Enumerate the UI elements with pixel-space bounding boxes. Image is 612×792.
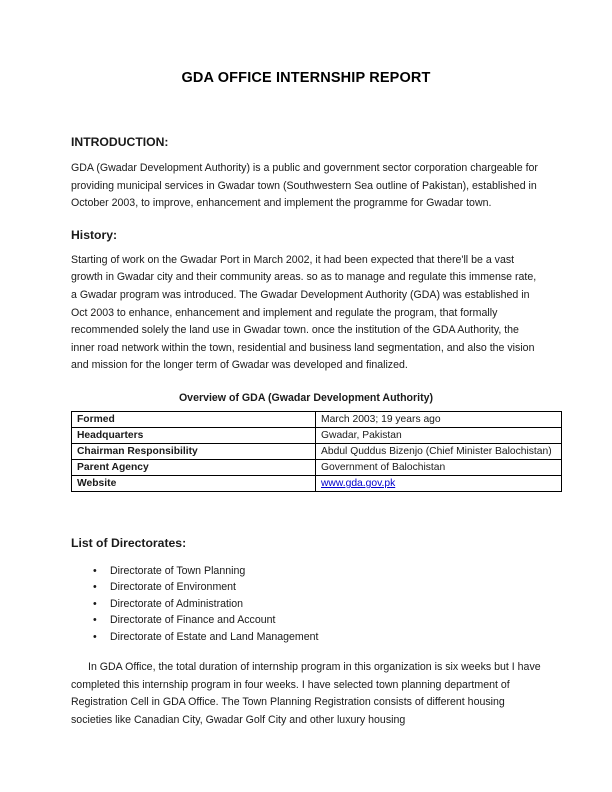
list-item (71, 563, 541, 579)
list-item (71, 596, 541, 612)
directorates-list (71, 550, 541, 645)
bullet-icon: • (93, 564, 97, 577)
heading-introduction: INTRODUCTION: (71, 135, 169, 149)
table-cell-key: Website (72, 475, 316, 491)
website-link[interactable]: www.gda.gov.pk (321, 477, 396, 489)
list-item-label: Directorate of Environment (110, 581, 237, 594)
overview-table-caption: Overview of GDA (Gwadar Development Authority) (178, 391, 434, 404)
heading-list-of-directorates: List of Directorates: (71, 535, 187, 550)
table-row (72, 475, 562, 491)
bullet-icon: • (93, 614, 97, 627)
paragraph-closing: In GDA Office, the total duration of internship program in this organization is six weeks but I have completed this internship program in four weeks. I have selected town planning department of Registration Cell in GDA Office. The Town Planning Registration consists of different housing societies like Canadian City, Gwadar Golf City and other luxury housing (71, 660, 541, 726)
list-item-label: Directorate of Town Planning (110, 564, 246, 577)
paragraph-introduction: GDA (Gwadar Development Authority) is a public and government sector corporation chargeable for providing municipal services in Gwadar town (Southwestern Sea outline of Pakistan), established in October 2003, to improve, enhancement and implement the programme for Gwadar town. (71, 162, 538, 210)
table-row (72, 459, 562, 475)
document-title: GDA OFFICE INTERNSHIP REPORT (181, 70, 431, 86)
list-item (71, 612, 541, 628)
document-content (71, 0, 552, 729)
list-item-label: Directorate of Finance and Account (110, 614, 276, 627)
table-cell-key: Formed (72, 411, 316, 427)
table-cell-value-website (316, 475, 562, 491)
overview-table-body (72, 411, 562, 491)
bullet-icon: • (93, 581, 97, 594)
table-row (72, 443, 562, 459)
table-cell-value: Gwadar, Pakistan (316, 427, 562, 443)
table-cell-value: March 2003; 19 years ago (316, 411, 562, 427)
table-row (72, 411, 562, 427)
table-cell-value: Abdul Quddus Bizenjo (Chief Minister Balochistan) (316, 443, 562, 459)
list-item-label: Directorate of Estate and Land Management (110, 630, 319, 643)
list-item (71, 579, 541, 595)
paragraph-history: Starting of work on the Gwadar Port in March 2002, it had been expected that there'll be a vast growth in Gwadar city and their community areas. so as to manage and regulate this immense rate, a Gwadar program was introduced. The Gwadar Development Authority (GDA) was established in Oct 2003 to enhance, enhancement and implement and regulate the program, that formally recommended solely the land use in Gwadar town. once the institution of the GDA Authority, the inner road network within the town, residential and business land segmentation, and also the vision and mission for the longer term of Gwadar was developed and finalized. (71, 253, 537, 372)
table-cell-key: Headquarters (72, 427, 316, 443)
table-row (72, 427, 562, 443)
overview-table (71, 411, 562, 492)
table-cell-key: Chairman Responsibility (72, 443, 316, 459)
table-cell-key: Parent Agency (72, 459, 316, 475)
bullet-icon: • (93, 597, 97, 610)
list-item-label: Directorate of Administration (110, 597, 244, 610)
table-cell-value: Government of Balochistan (316, 459, 562, 475)
heading-history: History: (71, 227, 118, 242)
list-item (71, 629, 541, 645)
bullet-icon: • (93, 630, 97, 643)
